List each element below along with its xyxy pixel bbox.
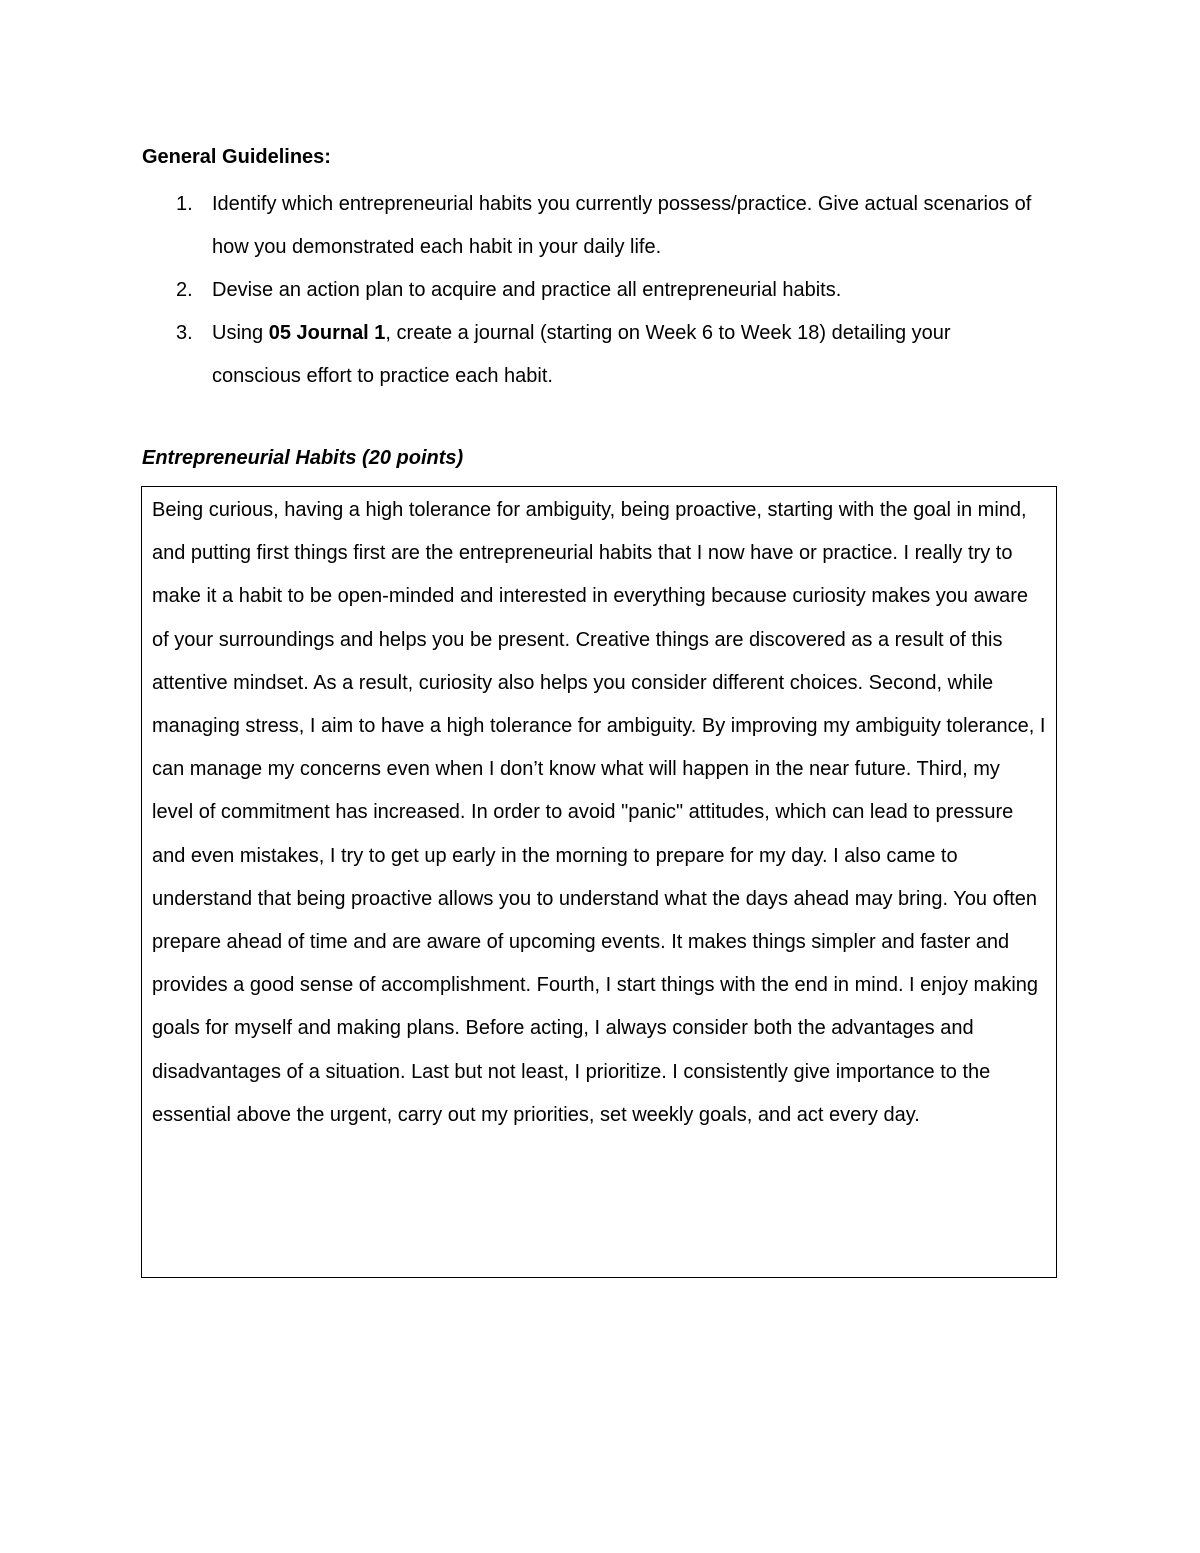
answer-text: Being curious, having a high tolerance for ambiguity, being proactive, starting with the goal in mind, and putting first things first are the entrepreneurial habits that I now have or practice. I really try to make it a habit to be open-minded and interested in everything because curiosity makes you aware of your surroundings and helps you be present. Creative things are discovered as a result of this attentive mindset. As a result, curiosity also helps you consider different choices. Second, while managing stress, I aim to have a high tolerance for ambiguity. By improving my ambiguity tolerance, I can manage my concerns even when I don’t know what will happen in the near future. Third, my level of commitment has increased. In order to avoid "panic" attitudes, which can lead to pressure and even mistakes, I try to get up early in the morning to prepare for my day. I also came to understand that being proactive allows you to understand what the days ahead may bring. You often prepare ahead of time and are aware of upcoming events. It makes things simpler and faster and provides a good sense of accomplishment. Fourth, I start things with the end in mind. I enjoy making goals for myself and making plans. Before acting, I always consider both the advantages and disadvantages of a situation. Last but not least, I prioritize. I consistently give importance to the essential above the urgent, carry out my priorities, set weekly goals, and act every day. [152, 499, 1046, 1126]
answer-box [141, 486, 1057, 1278]
guideline-text: Identify which entrepreneurial habits you currently possess/practice. Give actual scenarios of how you demonstrated each habit in your daily life. [212, 193, 1032, 258]
guideline-text-suffix: , create a journal (starting on Week 6 to Week 18) detailing your conscious effort to practice each habit. [212, 322, 951, 387]
guideline-item [142, 269, 1042, 312]
guideline-text: Devise an action plan to acquire and practice all entrepreneurial habits. [212, 279, 842, 301]
general-guidelines-heading: General Guidelines: [142, 146, 331, 168]
guideline-item [142, 183, 1042, 269]
guideline-text-prefix: Using [212, 322, 269, 344]
journal-reference: 05 Journal 1 [268, 322, 386, 344]
guideline-number: 1. [176, 193, 193, 215]
guideline-item [142, 312, 1042, 398]
guideline-number: 2. [176, 279, 193, 301]
habits-section-title: Entrepreneurial Habits (20 points) [142, 447, 464, 469]
guidelines-list [142, 183, 1042, 398]
guideline-number: 3. [176, 322, 193, 344]
